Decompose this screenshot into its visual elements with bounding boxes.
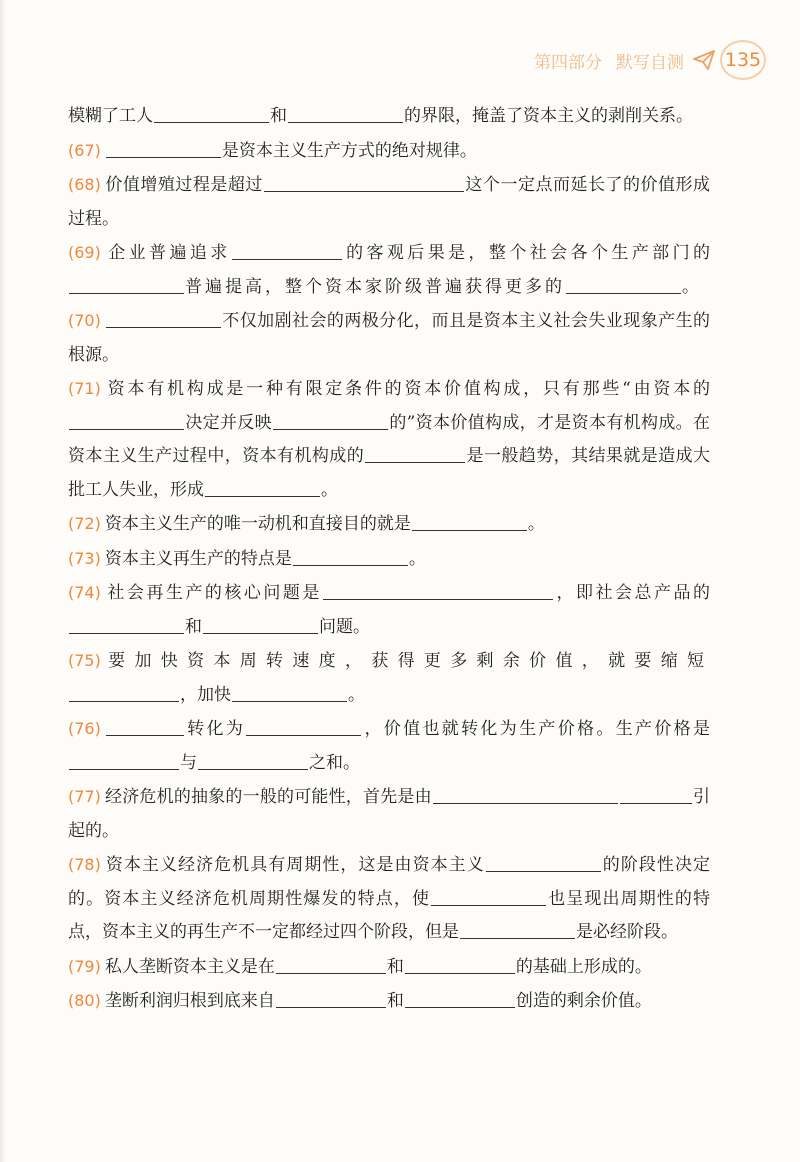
header-part: 第四部分 xyxy=(534,52,602,73)
page-edge xyxy=(0,0,6,1162)
page-number: 135 xyxy=(720,40,766,80)
item-80: (80) 垄断利润归根到底来自 和 创造的剩余价值。 xyxy=(68,991,652,1011)
answer-blank[interactable] xyxy=(69,751,179,770)
item-number: (72) xyxy=(68,514,101,533)
answer-blank[interactable] xyxy=(106,717,184,736)
answer-blank[interactable] xyxy=(106,309,221,328)
answer-blank[interactable] xyxy=(69,275,184,294)
item-77: (77) 经济危机的抽象的一般的可能性，首先是由 引起的。 xyxy=(68,787,711,841)
item-71: (71) 资本有机构成是一种有限定条件的资本价值构成，只有那些“由资本的决定并反映 的”资本价值构成，才是资本有机构成。在资本主义生产过程中，资本有机构成的 是一般趋势，其结果就是造成大批工人失业，形成 。 xyxy=(68,379,711,500)
header-section: 默写自测 xyxy=(616,52,684,73)
answer-blank[interactable] xyxy=(323,581,553,600)
answer-blank[interactable] xyxy=(232,241,342,260)
item-number: (73) xyxy=(68,548,101,568)
item-73: (73) 资本主义再生产的特点是 。 xyxy=(68,548,426,569)
exercise-list xyxy=(68,100,710,1019)
item-68: (68) 价值增殖过程是超过 这个一定点而延长了的价值形成过程。 xyxy=(68,175,711,229)
item-72: (72) 资本主义生产的唯一动机和直接目的就是 。 xyxy=(68,514,545,534)
item-70: (70) 不仅加剧社会的两极分化，而且是资本主义社会失业现象产生的根源。 xyxy=(68,311,710,365)
item-number: (67) xyxy=(68,140,101,160)
answer-blank[interactable] xyxy=(106,139,221,158)
answer-blank[interactable] xyxy=(203,615,318,634)
answer-blank[interactable] xyxy=(566,275,681,294)
answer-blank[interactable] xyxy=(69,615,184,634)
answer-blank[interactable] xyxy=(620,785,692,804)
item-number: (68) xyxy=(68,175,101,194)
answer-blank[interactable] xyxy=(273,411,388,430)
answer-blank[interactable] xyxy=(154,104,269,123)
answer-blank[interactable] xyxy=(412,512,527,531)
item-69: (69) 企业普遍追求 的客观后果是，整个社会各个生产部门的普遍提高，整个资本家阶级普遍获得更多的 。 xyxy=(68,243,710,297)
answer-blank[interactable] xyxy=(198,751,308,770)
item-number: (69) xyxy=(68,243,101,262)
answer-blank[interactable] xyxy=(405,989,515,1008)
item-75: (75) 要加快资本周转速度，获得更多剩余价值，就要缩短，加快 。 xyxy=(68,651,710,705)
continued-item: 模糊了工人 和 的界限，掩盖了资本主义的剥削关系。 xyxy=(68,106,693,126)
item-number: (71) xyxy=(68,379,101,398)
answer-blank[interactable] xyxy=(365,444,465,463)
item-number: (76) xyxy=(68,719,101,738)
item-number: (75) xyxy=(68,651,101,670)
item-79: (79) 私人垄断资本主义是在 和 的基础上形成的。 xyxy=(68,956,652,977)
item-78: (78) 资本主义经济危机具有周期性，这是由资本主义 的阶段性决定的。资本主义经济危机周期性爆发的特点，使 也呈现出周期性的特点，资本主义的再生产不一定都经过四个阶段，但是 是必经阶段。 xyxy=(68,855,711,942)
item-number: (78) xyxy=(68,855,101,874)
item-number: (70) xyxy=(68,311,101,330)
item-67: (67) 是资本主义生产方式的绝对规律。 xyxy=(68,140,477,161)
item-76: (76) 转化为 ，价值也就转化为生产价格。生产价格是与 之和。 xyxy=(68,719,711,773)
answer-blank[interactable] xyxy=(460,920,575,939)
answer-blank[interactable] xyxy=(264,173,464,192)
answer-blank[interactable] xyxy=(69,683,179,702)
answer-blank[interactable] xyxy=(486,853,601,872)
answer-blank[interactable] xyxy=(232,683,347,702)
answer-blank[interactable] xyxy=(293,547,408,566)
item-74: (74) 社会再生产的核心问题是 ，即社会总产品的和 问题。 xyxy=(68,583,710,637)
item-number: (77) xyxy=(68,787,101,806)
paper-plane-icon xyxy=(692,48,716,72)
item-number: (80) xyxy=(68,991,101,1010)
page-header xyxy=(534,40,766,80)
answer-blank[interactable] xyxy=(405,955,515,974)
item-number: (79) xyxy=(68,956,101,976)
answer-blank[interactable] xyxy=(69,411,184,430)
answer-blank[interactable] xyxy=(431,887,546,906)
answer-blank[interactable] xyxy=(246,717,361,736)
answer-blank[interactable] xyxy=(433,785,618,804)
item-number: (74) xyxy=(68,583,101,602)
answer-blank[interactable] xyxy=(205,478,320,497)
answer-blank[interactable] xyxy=(288,104,403,123)
answer-blank[interactable] xyxy=(276,955,386,974)
answer-blank[interactable] xyxy=(276,989,386,1008)
